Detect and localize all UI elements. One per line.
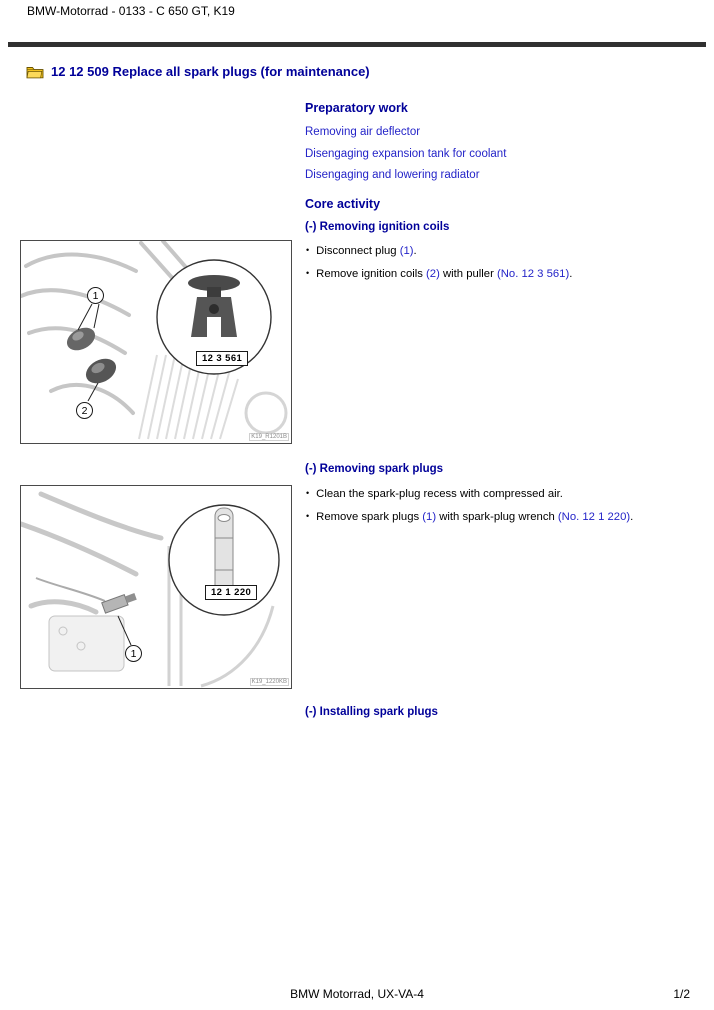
step-remove-spark-plugs [306,510,704,524]
figure-ignition-coils [20,240,292,444]
tool-number-label: 12 1 220 [205,585,257,600]
step-text-segment: . [569,268,573,280]
step-text-segment: Remove ignition coils [316,268,427,280]
step-clean-recess [306,487,704,501]
document-header: BMW-Motorrad - 0133 - C 650 GT, K19 [27,4,235,18]
ignition-coil-line-art [21,241,291,443]
step-disconnect-plug [306,244,704,258]
footer-page-number: 1/2 [673,987,690,1001]
figure-ref-1[interactable]: (1) [399,245,414,257]
preparatory-links [305,125,506,182]
footer-document-id: BMW Motorrad, UX-VA-4 [290,987,424,1001]
procedure-title: 12 12 509 Replace all spark plugs (for maintenance) [51,64,370,79]
link-removing-air-deflector[interactable]: Removing air deflector [305,126,421,138]
figure-callout-1: 1 [87,287,104,304]
link-disengaging-expansion-tank[interactable]: Disengaging expansion tank for coolant [305,147,507,160]
bullet-icon [306,267,316,281]
tool-number-label: 12 3 561 [196,351,248,366]
installing-spark-plugs-heading: (-) Installing spark plugs [305,706,438,718]
step-text-segment: with spark-plug wrench [436,511,558,523]
step-text [316,267,572,281]
preparatory-work-heading: Preparatory work [305,101,408,115]
removing-spark-plugs-heading: (-) Removing spark plugs [305,463,444,475]
tool-ref-12-3-561[interactable]: (No. 12 3 561) [497,268,570,280]
figure-ref-2[interactable]: (2) [426,268,440,280]
removing-coils-steps [306,244,704,290]
bullet-icon [306,244,316,258]
step-text [316,244,416,258]
step-remove-ignition-coils [306,267,704,281]
step-text-segment: with puller [439,268,497,280]
tool-ref-12-1-220[interactable]: (No. 12 1 220) [557,511,631,523]
step-text-segment: Remove spark plugs [316,511,423,523]
core-activity-heading: Core activity [305,197,381,211]
step-text-segment: Clean the spark-plug recess with compressed air. [316,488,563,500]
removing-plugs-steps [306,487,704,533]
step-text-segment: . [413,245,417,257]
step-text [316,487,563,501]
step-text-segment: Disconnect plug [316,245,400,257]
step-text-segment: . [630,511,634,523]
folder-icon [26,65,44,79]
bullet-icon [306,510,316,524]
procedure-title-row [26,64,370,79]
figure-caption: K19_1220KB [251,679,287,685]
figure-callout-1: 1 [125,645,142,662]
step-text [316,510,633,524]
removing-ignition-coils-heading: (-) Removing ignition coils [305,221,450,233]
divider-bar [8,42,706,47]
figure-callout-2: 2 [76,402,93,419]
bullet-icon [306,487,316,501]
figure-spark-plugs [20,485,292,689]
figure-caption: K19_R1201B [251,434,287,440]
figure-ref-1[interactable]: (1) [422,511,437,523]
link-disengaging-lowering-radiator[interactable]: Disengaging and lowering radiator [305,169,480,181]
